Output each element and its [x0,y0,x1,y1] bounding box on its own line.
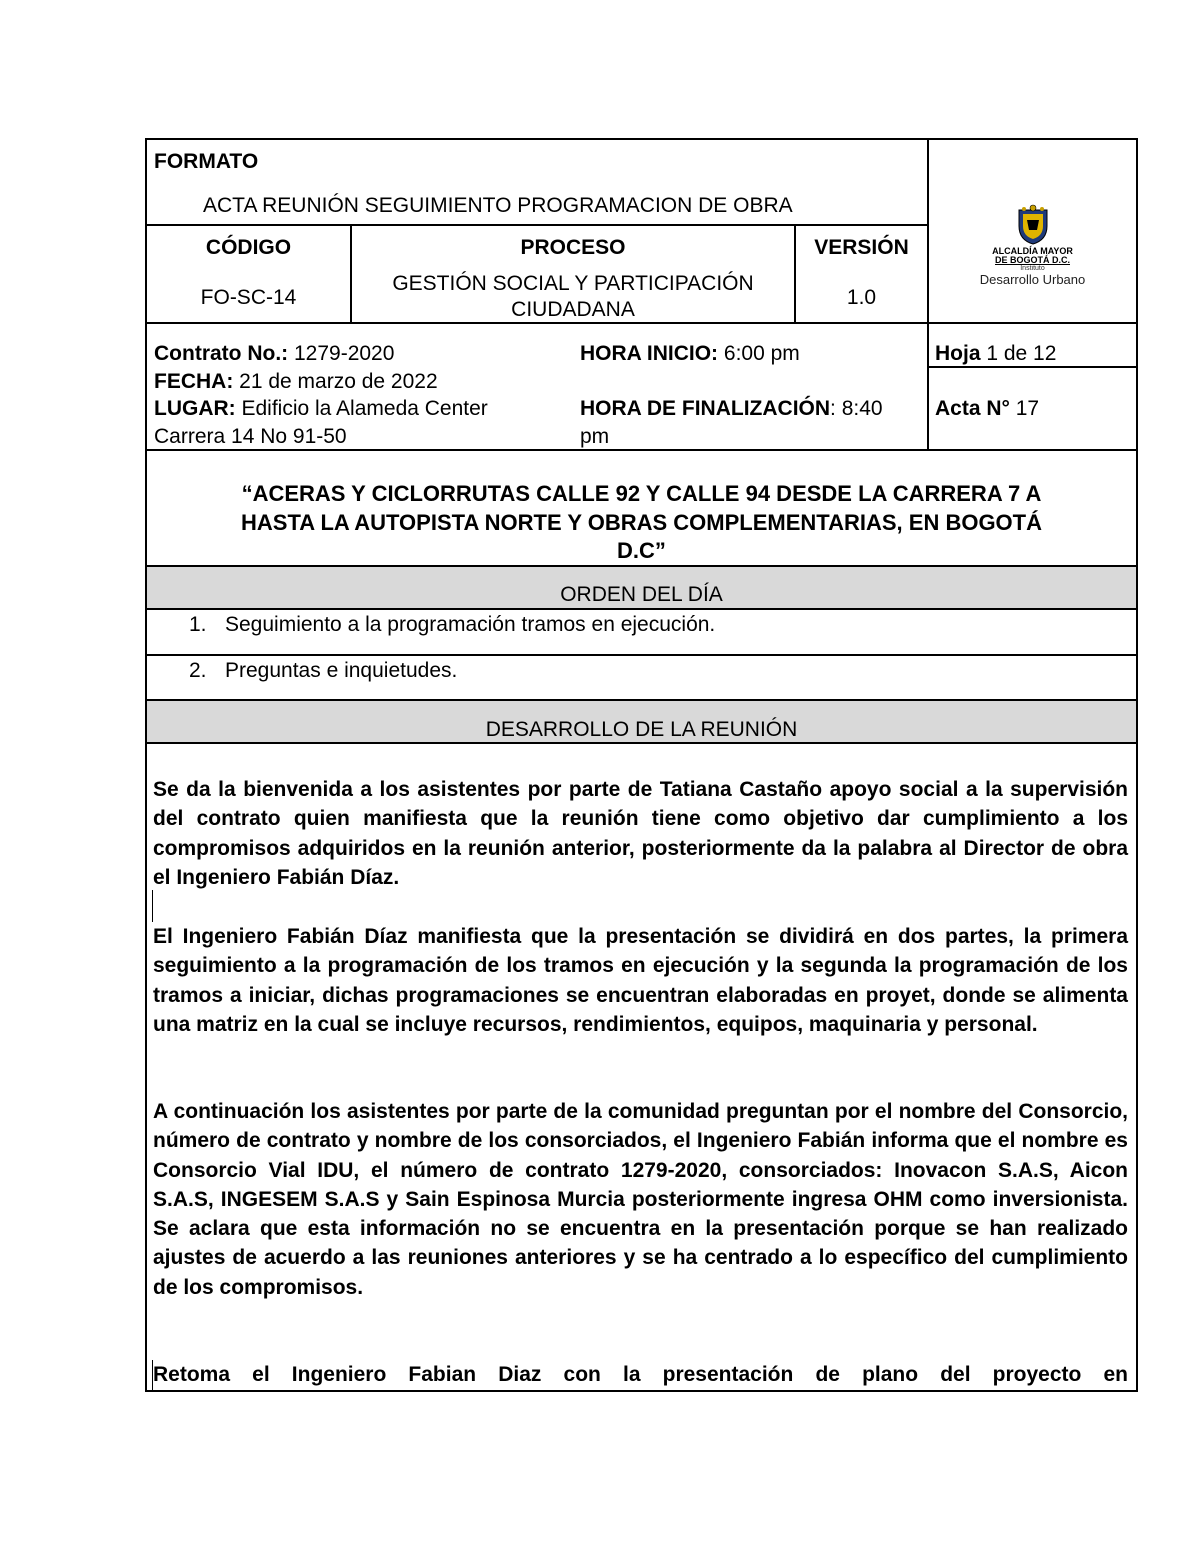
version-value: 1.0 [846,286,877,309]
code-row-divider [145,322,1138,324]
contrato-value: 1279-2020 [288,342,395,365]
lugar-value-line2: Carrera 14 No 91-50 [154,425,347,448]
hora-fin-value-line1: : 8:40 [830,397,883,420]
acta-field [935,397,1039,421]
hoja-field [935,342,1056,366]
hora-inicio-label: HORA INICIO: [580,342,719,365]
agenda-item1-divider [145,654,1138,656]
hora-fin-field [580,397,883,421]
acta-label: Acta N° [935,397,1010,420]
project-title-line2: HASTA LA AUTOPISTA NORTE Y OBRAS COMPLEMENTARIAS, EN BOGOTÁ [241,510,1042,535]
logo-line3: Instituto [1020,265,1045,272]
agenda-item-number-2: 2. [189,659,207,682]
frame-bottom [145,1390,1138,1392]
lugar-value-line1: Edificio la Alameda Center [235,397,488,420]
fecha-value: 21 de marzo de 2022 [233,370,438,393]
agenda-item-number-1: 1. [189,613,207,636]
text-cursor-1 [152,890,153,922]
codigo-label: CÓDIGO [205,236,292,259]
contrato-field [154,342,394,366]
hora-fin-value-line2: pm [580,425,610,448]
codigo-value: FO-SC-14 [200,286,297,309]
bogota-coat-of-arms-icon [1013,202,1053,246]
fecha-field [154,370,438,394]
development-heading-divider [145,742,1138,744]
paragraph-1: Se da la bienvenida a los asistentes por parte de Tatiana Castaño apoyo social a la supervisión del contrato quien manifiesta que la reunión tiene como objetivo dar cumplimiento a los compromisos adquiridos en la reunión anterior, posteriormente da la palabra al Director de obra el Ingeniero Fabián Díaz. [153,778,1128,889]
hora-inicio-value: 6:00 pm [718,342,800,365]
paragraph-2: El Ingeniero Fabián Díaz manifiesta que la presentación se dividirá en dos partes, la primera seguimiento a la programación de los tramos en ejecución y la segunda la programación de los tramos a iniciar, dichas programaciones se encuentran elaboradas en proyet, donde se alimenta una matriz en la cual se incluye recursos, rendimientos, equipos, maquinaria y personal. [153,925,1128,1036]
paragraph-3: A continuación los asistentes por parte de la comunidad preguntan por el nombre del Consorcio, número de contrato y nombre de los consorciados, el Ingeniero Fabián informa que el nombre es Consorcio Vial IDU, el número de contrato 1279-2020, consorciados: Inovacon S.A.S, Aicon S.A.S, INGESEM S.A.S y Sain Espinosa Murcia posteriormente ingresa OHM como inversionista. Se aclara que esta información no se encuentra en la presentación porque se han realizado ajustes de acuerdo a las reuniones anteriores y se ha centrado a lo específico del cumplimiento de los compromisos. [153,1100,1128,1299]
lugar-field [154,397,488,421]
logo-line2: DE BOGOTÁ D.C. [994,255,1070,265]
document-title: ACTA REUNIÓN SEGUIMIENTO PROGRAMACION DE OBRA [203,194,793,217]
acta-value: 17 [1009,397,1040,420]
contrato-label: Contrato No.: [154,342,289,365]
agenda-heading: ORDEN DEL DÍA [560,583,723,606]
agenda-item2-divider [145,699,1138,701]
agenda-item-text-1: Seguimiento a la programación tramos en ejecución. [225,613,716,636]
project-title-divider [145,565,1138,567]
logo-line1: ALCALDÍA MAYOR [992,246,1073,256]
proceso-value-line2: CIUDADANA [511,298,635,321]
hoja-acta-divider [927,366,1138,368]
lugar-label: LUGAR: [154,397,236,420]
hora-inicio-field [580,342,800,366]
paragraph-4: Retoma el Ingeniero Fabian Diaz con la presentación de plano del proyecto en [153,1363,1128,1386]
logo [929,140,1136,322]
proceso-label: PROCESO [520,236,626,259]
formato-label: FORMATO [154,150,259,173]
fecha-label: FECHA: [154,370,234,393]
info-row-divider [145,449,1138,451]
logo-line4: Desarrollo Urbano [979,272,1086,287]
frame-right [1136,138,1138,1392]
version-label: VERSIÓN [814,236,909,259]
agenda-heading-divider [145,608,1138,610]
project-title-line3: D.C” [617,538,666,563]
hoja-value: 1 de 12 [980,342,1057,365]
proceso-value-line1: GESTIÓN SOCIAL Y PARTICIPACIÓN [392,272,754,295]
hoja-label: Hoja [935,342,981,365]
title-row-divider [145,224,929,226]
development-heading: DESARROLLO DE LA REUNIÓN [485,718,798,741]
project-title-line1: “ACERAS Y CICLORRUTAS CALLE 92 Y CALLE 94 DESDE LA CARRERA 7 A [241,481,1042,506]
agenda-item-text-2: Preguntas e inquietudes. [225,659,458,682]
hora-fin-label: HORA DE FINALIZACIÓN [580,397,831,420]
frame-left [145,138,147,1392]
